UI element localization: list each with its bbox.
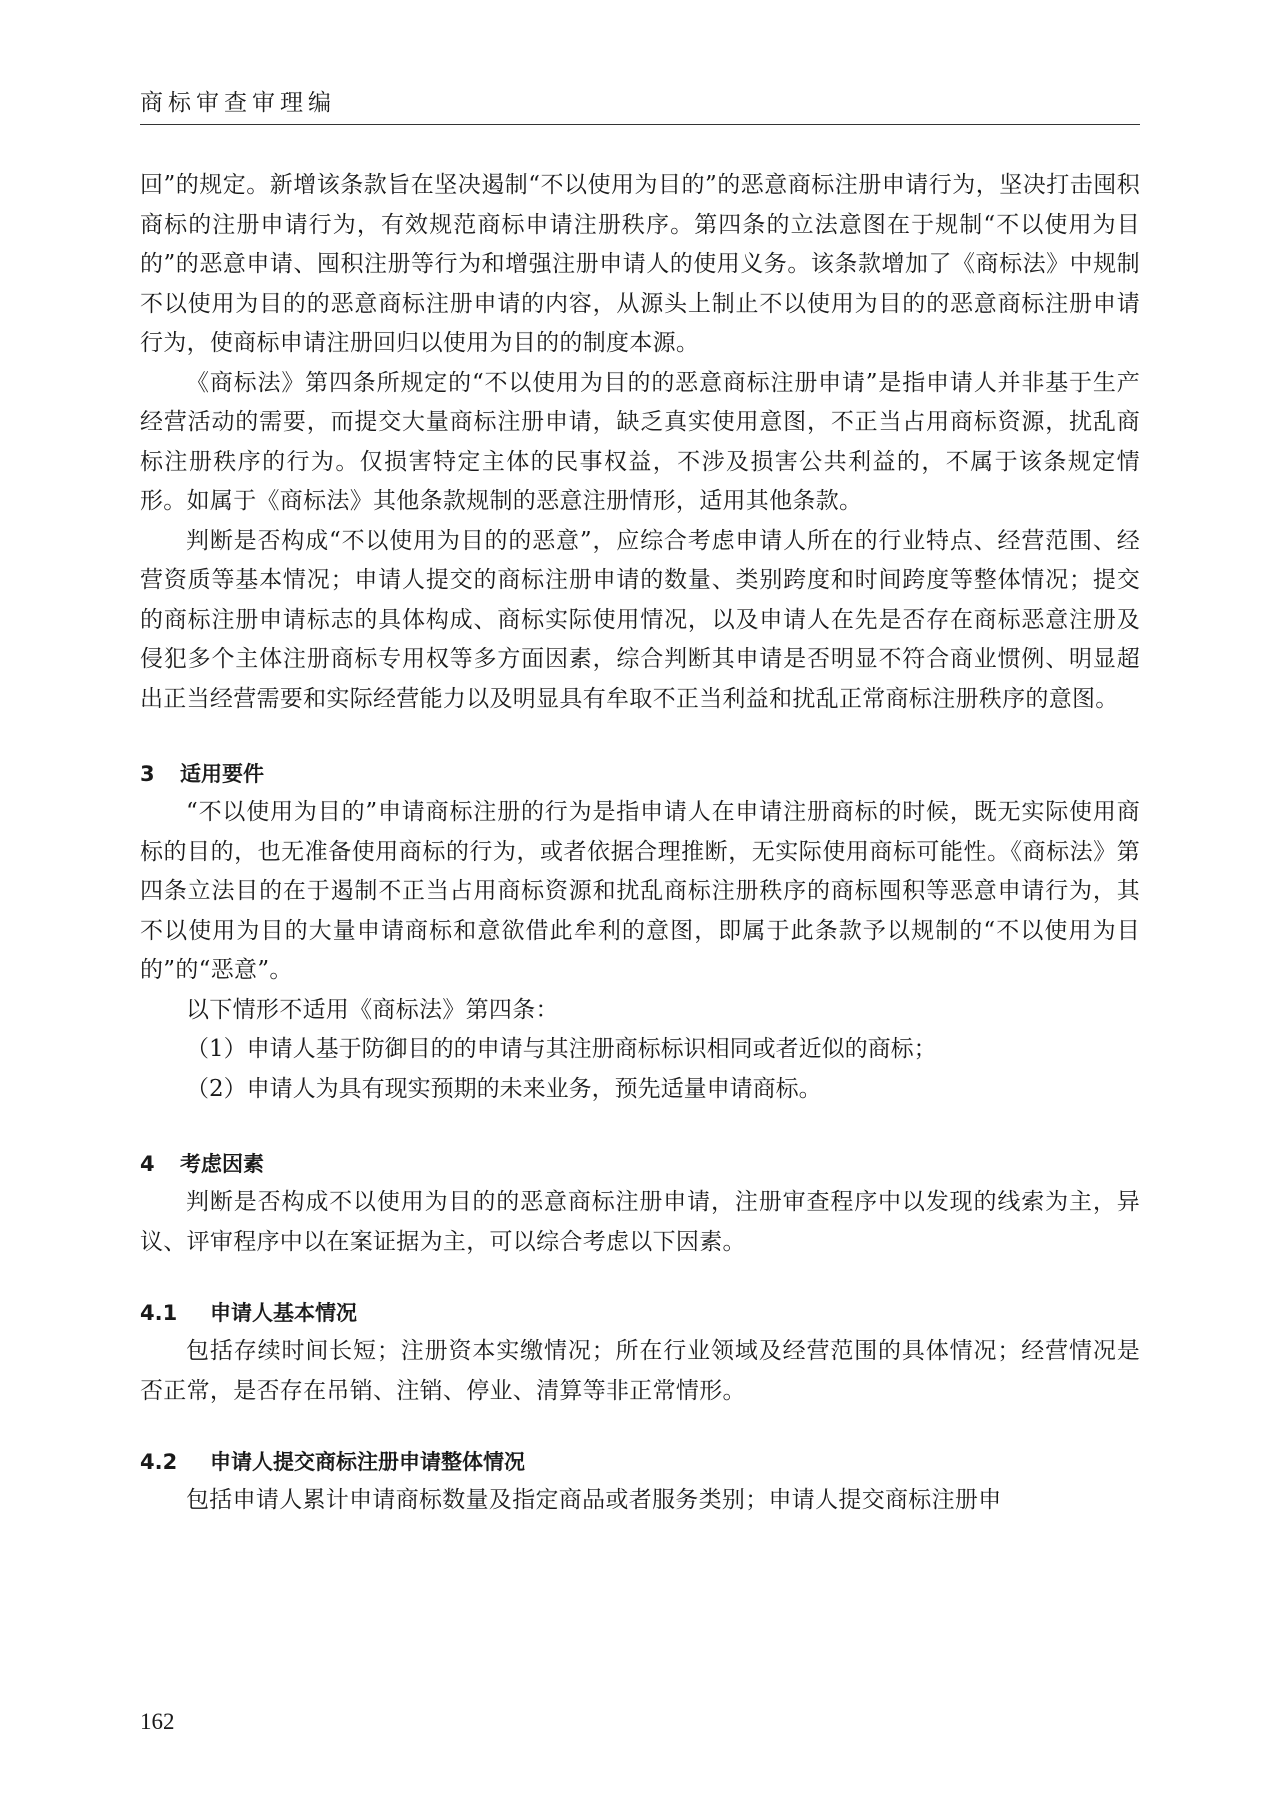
- page-body: [140, 166, 1140, 1521]
- paragraph: 《商标法》第四条所规定的“不以使用为目的的恶意商标注册申请”是指申请人并非基于生产经营活动的需要，而提交大量商标注册申请，缺乏真实使用意图，不正当占用商标资源，扰乱商标注册秩序的行为。仅损害特定主体的民事权益，不涉及损害公共利益的，不属于该条规定情形。如属于《商标法》其他条款规制的恶意注册情形，适用其他条款。: [140, 369, 1140, 514]
- section-number: 3: [140, 762, 155, 786]
- paragraph: 包括存续时间长短；注册资本实缴情况；所在行业领域及经营范围的具体情况；经营情况是否正常，是否存在吊销、注销、停业、清算等非正常情形。: [140, 1338, 1140, 1404]
- paragraph: “不以使用为目的”申请商标注册的行为是指申请人在申请注册商标的时候，既无实际使用商标的目的，也无准备使用商标的行为，或者依据合理推断，无实际使用商标可能性。《商标法》第四条立法目的在于遏制不正当占用商标资源和扰乱商标注册秩序的商标囤积等恶意申请行为，其不以使用为目的大量申请商标和意欲借此牟利的意图，即属于此条款予以规制的“不以使用为目的”的“恶意”。: [140, 799, 1140, 983]
- section-title: 申请人提交商标注册申请整体情况: [210, 1450, 525, 1474]
- paragraph: 以下情形不适用《商标法》第四条：: [186, 996, 559, 1023]
- page-number: 162: [140, 1709, 175, 1734]
- section-number: 4.1: [140, 1301, 178, 1325]
- subsection-heading: [140, 1294, 1140, 1332]
- section-number: 4: [140, 1152, 155, 1176]
- header-rule: [140, 124, 1140, 125]
- section-title: 适用要件: [180, 762, 264, 786]
- subsection-heading: [140, 1443, 1140, 1481]
- section-number: 4.2: [140, 1450, 178, 1474]
- section-heading: [140, 1145, 1140, 1183]
- paragraph: 判断是否构成不以使用为目的的恶意商标注册申请，注册审查程序中以发现的线索为主，异议、评审程序中以在案证据为主，可以综合考虑以下因素。: [140, 1189, 1140, 1255]
- running-head: 商标审查审理编: [140, 90, 336, 116]
- section-title: 申请人基本情况: [210, 1301, 357, 1325]
- section-title: 考虑因素: [180, 1152, 264, 1176]
- list-item: （2）申请人为具有现实预期的未来业务，预先适量申请商标。: [186, 1075, 822, 1102]
- paragraph: 包括申请人累计申请商标数量及指定商品或者服务类别；申请人提交商标注册申: [186, 1487, 1002, 1513]
- section-heading: [140, 755, 1140, 793]
- paragraph: 回”的规定。新增该条款旨在坚决遏制“不以使用为目的”的恶意商标注册申请行为，坚决打击囤积商标的注册申请行为，有效规范商标申请注册秩序。第四条的立法意图在于规制“不以使用为目的”的恶意申请、囤积注册等行为和增强注册申请人的使用义务。该条款增加了《商标法》中规制不以使用为目的的恶意商标注册申请的内容，从源头上制止不以使用为目的的恶意商标注册申请行为，使商标申请注册回归以使用为目的的制度本源。: [140, 172, 1140, 356]
- list-item: （1）申请人基于防御目的的申请与其注册商标标识相同或者近似的商标；: [186, 1036, 937, 1062]
- paragraph: 判断是否构成“不以使用为目的的恶意”，应综合考虑申请人所在的行业特点、经营范围、经营资质等基本情况；申请人提交的商标注册申请的数量、类别跨度和时间跨度等整体情况；提交的商标注册申请标志的具体构成、商标实际使用情况，以及申请人在先是否存在商标恶意注册及侵犯多个主体注册商标专用权等多方面因素，综合判断其申请是否明显不符合商业惯例、明显超出正当经营需要和实际经营能力以及明显具有牟取不正当利益和扰乱正常商标注册秩序的意图。: [140, 527, 1140, 712]
